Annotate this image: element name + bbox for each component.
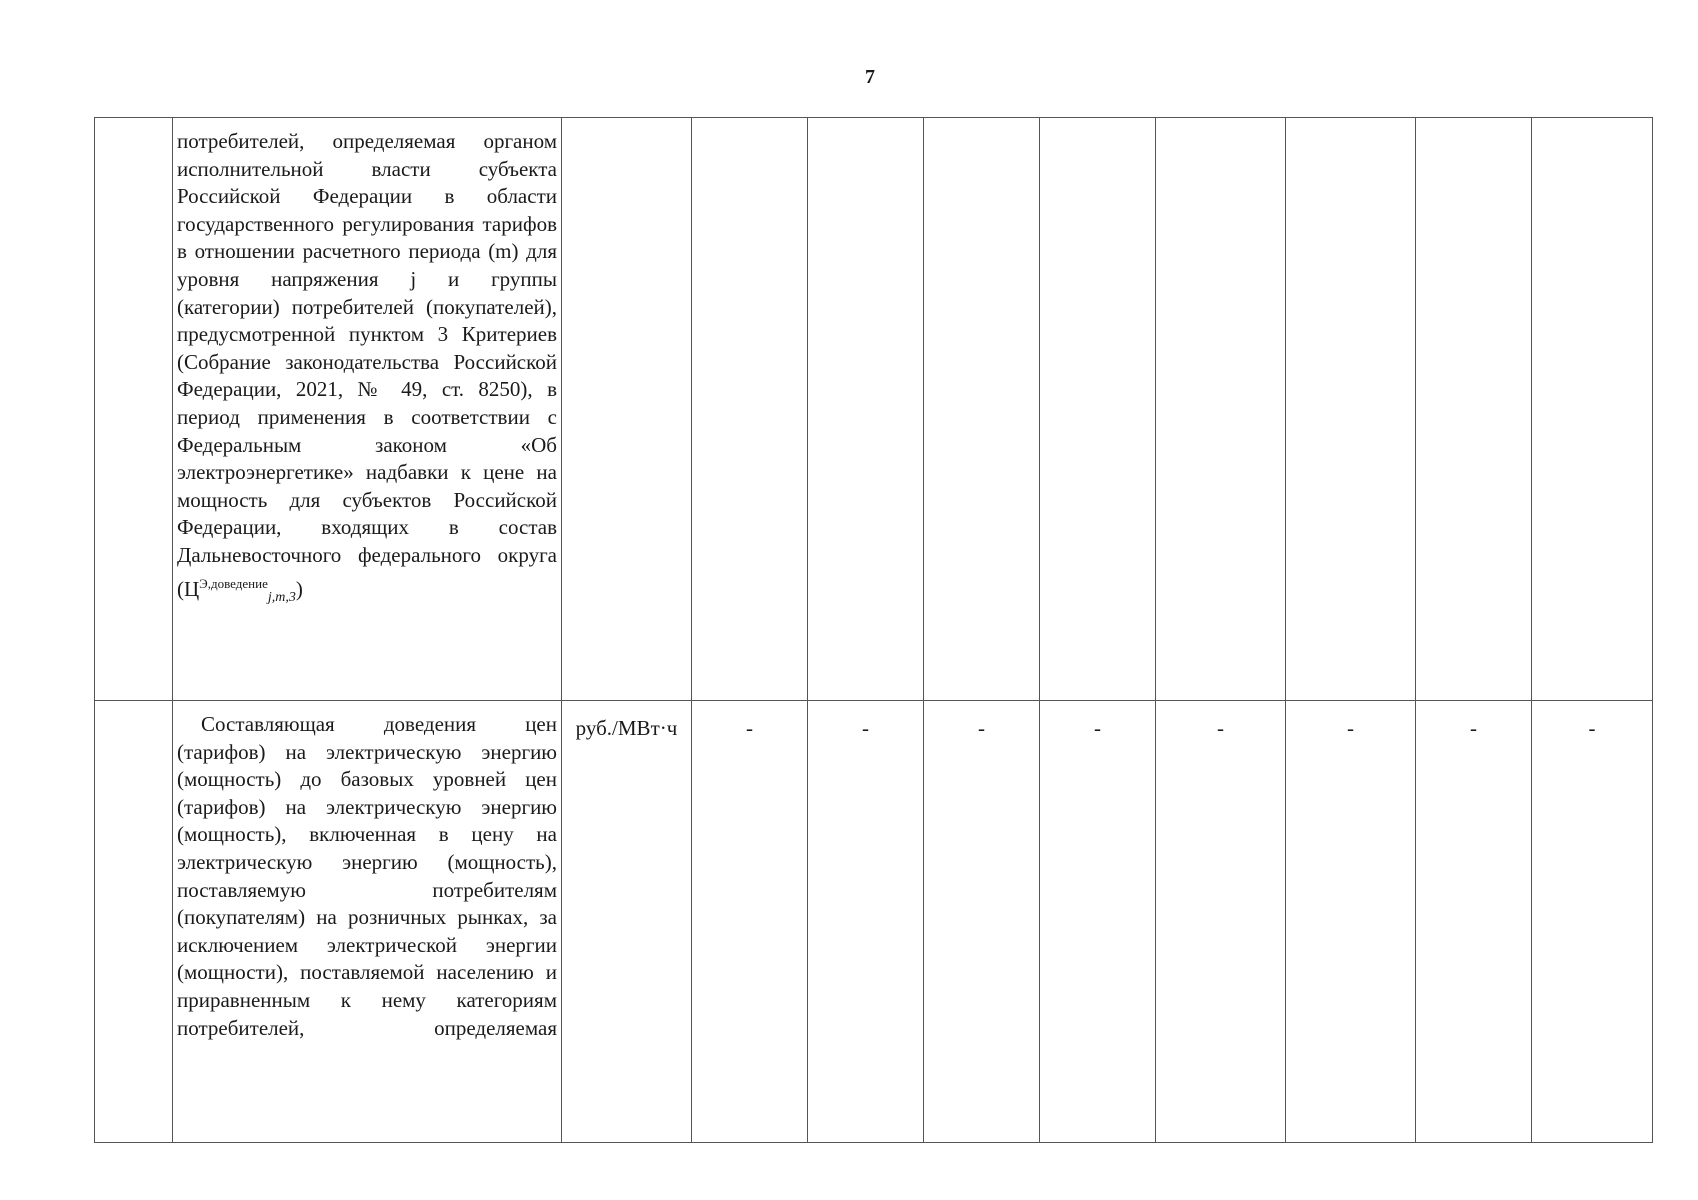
value-cell <box>808 118 924 701</box>
description-text: потребителей, определяемая органом исполнительной власти субъекта Российской Федерации в области государственного регулирования тарифов в отношении расчетного периода (m) для уровня напряжения j и группы (категории) потребителей (покупателей), предусмотренной пунктом 3 Критериев (Собрание законодательства Российской Федерации, 2021, № 49, ст. 8250), в период применения в соответствии с Федеральным законом «Об электроэнергетике» надбавки к цене на мощность для субъектов Российской Федерации, входящих в состав Дальневосточного федерального округа $(Ц^{Э,доведение}_{j,m,3})$ <box>177 129 557 605</box>
value-cell <box>1040 118 1156 701</box>
table-row <box>95 118 1653 701</box>
price-formula: $Ц^{Э,доведение}_{j,m,3}$ <box>184 575 296 605</box>
value-cell <box>1156 118 1286 701</box>
formula-superscript: Э,доведение <box>199 575 268 591</box>
page-number: 7 <box>865 66 875 88</box>
value-cell: - <box>808 701 924 1143</box>
unit-cell: руб./МВт·ч <box>562 701 692 1143</box>
value-cell: - <box>1286 701 1416 1143</box>
value-cell <box>1416 118 1532 701</box>
description-text: Составляющая доведения цен (тарифов) на электрическую энергию (мощность) до базовых уровней цен (тарифов) на электрическую энергию (мощность), включенная в цену на электрическую энергию (мощность), поставляемую потребителям (покупателям) на розничных рынках, за исключением электрической энергии (мощности), поставляемой населению и приравненным к нему категориям потребителей, определяемая <box>177 712 557 1040</box>
value-cell <box>1286 118 1416 701</box>
value-cell <box>1532 118 1653 701</box>
description-cell <box>173 701 562 1143</box>
value-cell <box>924 118 1040 701</box>
value-cell: - <box>1156 701 1286 1143</box>
value-cell <box>692 118 808 701</box>
table-row <box>95 701 1653 1143</box>
value-cell: - <box>1416 701 1532 1143</box>
value-cell: - <box>692 701 808 1143</box>
unit-cell <box>562 118 692 701</box>
row-number-cell <box>95 701 173 1143</box>
description-body: потребителей, определяемая органом исполнительной власти субъекта Российской Федерации в области государственного регулирования тарифов в отношении расчетного периода (m) для уровня напряжения j и группы (категории) потребителей (покупателей), предусмотренной пунктом 3 Критериев (Собрание законодательства Российской Федерации, 2021, № 49, ст. 8250), в период применения в соответствии с Федеральным законом «Об электроэнергетике» надбавки к цене на мощность для субъектов Российской Федерации, входящих в состав Дальневосточного федерального округа ( <box>177 129 557 601</box>
value-cell: - <box>924 701 1040 1143</box>
description-cell <box>173 118 562 701</box>
row-number-cell <box>95 118 173 701</box>
formula-subscript: j,m,3 <box>267 589 296 605</box>
value-cell: - <box>1040 701 1156 1143</box>
value-cell: - <box>1532 701 1653 1143</box>
tariff-table <box>94 117 1653 1143</box>
